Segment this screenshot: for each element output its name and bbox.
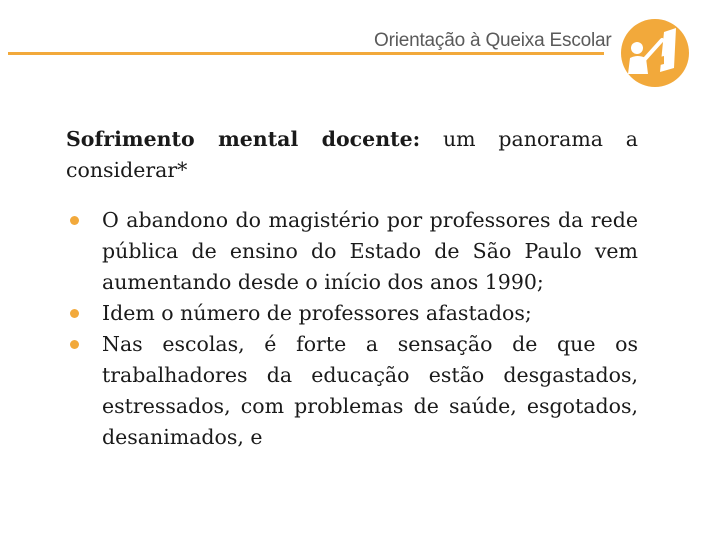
bullet-dot-icon: [70, 340, 79, 349]
bullet-dot-icon: [70, 216, 79, 225]
slide-title-bold: Sofrimento mental docente:: [66, 127, 421, 151]
list-item: [68, 205, 638, 298]
list-item: [68, 298, 638, 329]
slide-title: [66, 124, 638, 155]
bullet-list: [68, 205, 638, 453]
header-title: Orientação à Queixa Escolar: [374, 30, 612, 51]
bullet-dot-icon: [70, 309, 79, 318]
bullet-text: O abandono do magistério por professores da rede pública de ensino do Estado de São Paulo vem aumentando desde o início dos anos 1990;: [102, 208, 638, 294]
list-item: [68, 329, 638, 453]
teacher-at-board-icon: [620, 18, 690, 88]
header-divider: [8, 52, 604, 55]
slide-title-rest: um panorama a: [420, 127, 638, 151]
bullet-text: Nas escolas, é forte a sensação de que os trabalhadores da educação estão desgastados, estressados, com problemas de saúde, esgotados, desanimados, e: [102, 332, 638, 449]
slide-title-line2: considerar*: [66, 158, 188, 182]
bullet-text: Idem o número de professores afastados;: [102, 301, 532, 325]
